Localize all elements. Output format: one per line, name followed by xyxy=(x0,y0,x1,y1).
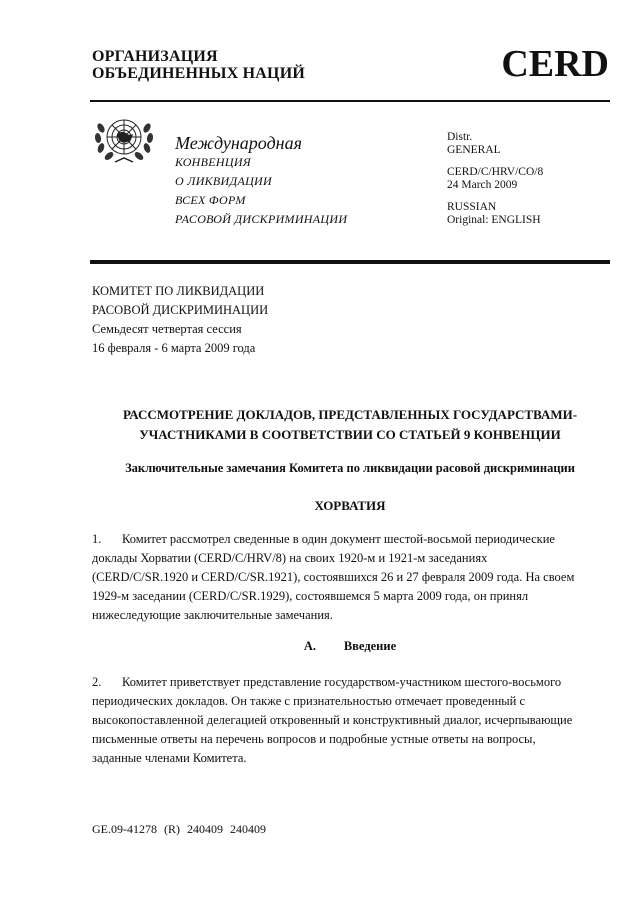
distribution-label: Distr. xyxy=(447,131,473,143)
section-letter: A. xyxy=(303,639,316,653)
title-line-1: РАССМОТРЕНИЕ ДОКЛАДОВ, ПРЕДСТАВЛЕННЫХ ГОСУДАРСТВАМИ- xyxy=(122,407,578,422)
convention-line-1: Международная xyxy=(175,133,302,153)
paragraph-line: периодических докладов. Он также с признательностью отмечает проведенный с xyxy=(92,694,526,708)
paragraph-number: 2. xyxy=(92,675,102,689)
organization-name xyxy=(92,48,305,82)
header-divider xyxy=(90,100,610,102)
paragraph-number: 1. xyxy=(92,532,102,546)
section-title: Введение xyxy=(343,639,397,653)
document-title xyxy=(80,405,620,445)
session-name: Семьдесят четвертая сессия xyxy=(92,322,242,336)
committee-line-1: КОМИТЕТ ПО ЛИКВИДАЦИИ xyxy=(92,284,265,298)
paragraph-line: 1929-м заседании (CERD/C/SR.1929), состоявшемся 5 марта 2009 года, он принял xyxy=(92,589,529,603)
convention-title xyxy=(175,134,347,229)
committee-block xyxy=(92,282,268,358)
convention-line-4: ВСЕХ ФОРМ xyxy=(175,193,246,207)
convention-line-3: О ЛИКВИДАЦИИ xyxy=(175,174,272,188)
distribution-value: GENERAL xyxy=(447,143,501,156)
title-line-2: УЧАСТНИКАМИ В СООТВЕТСТВИИ СО СТАТЬЕЙ 9 КОНВЕНЦИИ xyxy=(139,427,561,442)
paragraph-line: Комитет рассмотрел сведенные в один документ шестой-восьмой периодические xyxy=(122,532,555,546)
document-date: 24 March 2009 xyxy=(447,178,518,191)
un-emblem-icon xyxy=(93,110,155,168)
section-heading-a xyxy=(80,639,620,654)
paragraph-line: Комитет приветствует представление государством-участником шестого-восьмого xyxy=(122,675,562,689)
paragraph-line: высокопоставленной делегацией откровенный и конструктивный диалог, исчерпывающие xyxy=(92,713,573,727)
session-dates: 16 февраля - 6 марта 2009 года xyxy=(92,341,256,355)
paragraph-line: (CERD/C/SR.1920 и CERD/C/SR.1921), состоявшихся 26 и 27 февраля 2009 года. На своем xyxy=(92,570,575,584)
paragraph-2 xyxy=(92,673,612,768)
organization-line-1: ОРГАНИЗАЦИЯ xyxy=(92,48,218,65)
document-metadata xyxy=(447,131,543,226)
organization-line-2: ОБЪЕДИНЕННЫХ НАЦИЙ xyxy=(92,65,305,82)
masthead-divider xyxy=(90,260,610,264)
document-subtitle: Заключительные замечания Комитета по ликвидации расовой дискриминации xyxy=(125,461,575,475)
committee-line-2: РАСОВОЙ ДИСКРИМИНАЦИИ xyxy=(92,303,269,317)
series-symbol: CERD xyxy=(501,43,609,85)
paragraph-line: доклады Хорватии (CERD/C/HRV/8) на своих 1920-м и 1921-м заседаниях xyxy=(92,551,488,565)
original-language: Original: ENGLISH xyxy=(447,213,541,226)
paragraph-line: нижеследующие заключительные замечания. xyxy=(92,608,333,622)
convention-line-2: КОНВЕНЦИЯ xyxy=(175,155,251,169)
country-heading: ХОРВАТИЯ xyxy=(314,498,386,513)
paragraph-line: заданные членами Комитета. xyxy=(92,751,247,765)
convention-line-5: РАСОВОЙ ДИСКРИМИНАЦИИ xyxy=(175,212,348,226)
document-symbol: CERD/C/HRV/CO/8 xyxy=(447,166,544,178)
paragraph-1 xyxy=(92,530,612,625)
job-number-footer: GE.09-41278 (R) 240409 240409 xyxy=(92,822,266,836)
paragraph-line: письменные ответы на перечень вопросов и подробные устные ответы на вопросы, xyxy=(92,732,536,746)
document-language: RUSSIAN xyxy=(447,201,497,213)
